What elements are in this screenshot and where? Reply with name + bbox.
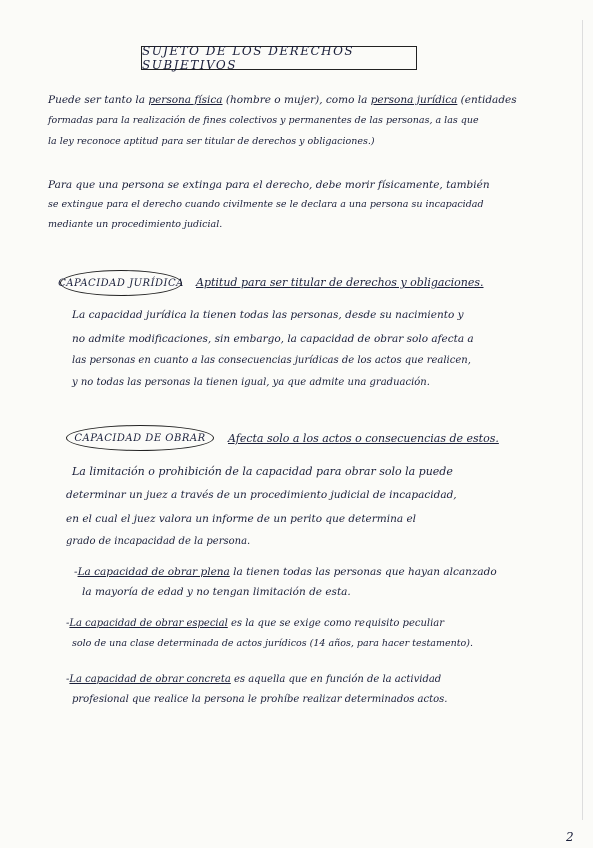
capacidad-obrar-label [66, 425, 214, 451]
obrar-line-3: en el cual el juez valora un informe de un perito que determina el [66, 513, 417, 525]
bullet-3-rest: es aquella que en función de la actividad [230, 674, 442, 685]
obrar-line-4: grado de incapacidad de la persona. [66, 536, 251, 547]
page-edge-line [582, 20, 583, 820]
extinction-line-3: mediante un procedimiento judicial. [48, 219, 223, 230]
extinction-line-2: se extingue para el derecho cuando civilmente se le declara a una persona su incapacidad [48, 199, 484, 210]
juridica-line-3: las personas en cuanto a las consecuencias jurídicas de los actos que realicen, [72, 355, 471, 366]
intro-text-1a: Puede ser tanto la [48, 94, 149, 106]
term-obrar-plena: La capacidad de obrar plena [77, 566, 230, 578]
intro-text-1c: (hombre o mujer), como la [222, 94, 371, 106]
juridica-line-4: y no todas las personas la tienen igual, ya que admite una graduación. [72, 377, 430, 388]
bullet-2-rest: es la que se exige como requisito peculiar [227, 618, 445, 629]
intro-line-1 [48, 95, 517, 106]
capacidad-obrar-definition: Afecta solo a los actos o consecuencias de estos. [228, 432, 499, 445]
term-obrar-especial: La capacidad de obrar especial [69, 618, 228, 629]
capacidad-juridica-definition: Aptitud para ser titular de derechos y obligaciones. [196, 276, 484, 289]
bullet-item: -La capacidad de obrar especial es la que se exige como requisito peculiar [66, 618, 445, 629]
intro-text-1e: (entidades [457, 94, 517, 106]
term-persona-juridica: persona jurídica [370, 94, 458, 106]
page-title [141, 46, 417, 70]
title-text: SUJETO DE LOS DERECHOS SUBJETIVOS [142, 44, 355, 72]
bullet-1-rest: la tienen todas las personas que hayan alcanzado [229, 566, 497, 578]
capacidad-obrar-label-text: CAPACIDAD DE OBRAR [74, 432, 206, 444]
intro-line-2: formadas para la realización de fines colectivos y permanentes de las personas, a las que [48, 115, 479, 126]
term-obrar-concreta: La capacidad de obrar concreta [69, 674, 231, 685]
obrar-line-1: La limitación o prohibición de la capacidad para obrar solo la puede [72, 465, 453, 478]
extinction-line-1: Para que una persona se extinga para el derecho, debe morir físicamente, también [48, 179, 490, 191]
bullet-item: -La capacidad de obrar concreta es aquella que en función de la actividad [66, 674, 442, 685]
term-persona-fisica: persona física [148, 94, 223, 106]
bullet-item-cont: solo de una clase determinada de actos jurídicos (14 años, para hacer testamento). [72, 638, 473, 649]
bullet-item: -La capacidad de obrar plena la tienen todas las personas que hayan alcanzado [74, 566, 497, 578]
intro-line-3: la ley reconoce aptitud para ser titular de derechos y obligaciones.) [48, 136, 375, 147]
bullet-item-cont: profesional que realice la persona le prohíbe realizar determinados actos. [72, 694, 448, 705]
bullet-item-cont: la mayoría de edad y no tengan limitación de esta. [82, 586, 351, 598]
capacidad-juridica-label [60, 270, 182, 296]
capacidad-juridica-label-text: CAPACIDAD JURÍDICA [58, 277, 184, 289]
obrar-line-2: determinar un juez a través de un procedimiento judicial de incapacidad, [66, 489, 457, 501]
juridica-line-1: La capacidad jurídica la tienen todas las personas, desde su nacimiento y [72, 309, 464, 321]
page-number: 2 [566, 830, 574, 844]
juridica-line-2: no admite modificaciones, sin embargo, la capacidad de obrar solo afecta a [72, 333, 474, 345]
